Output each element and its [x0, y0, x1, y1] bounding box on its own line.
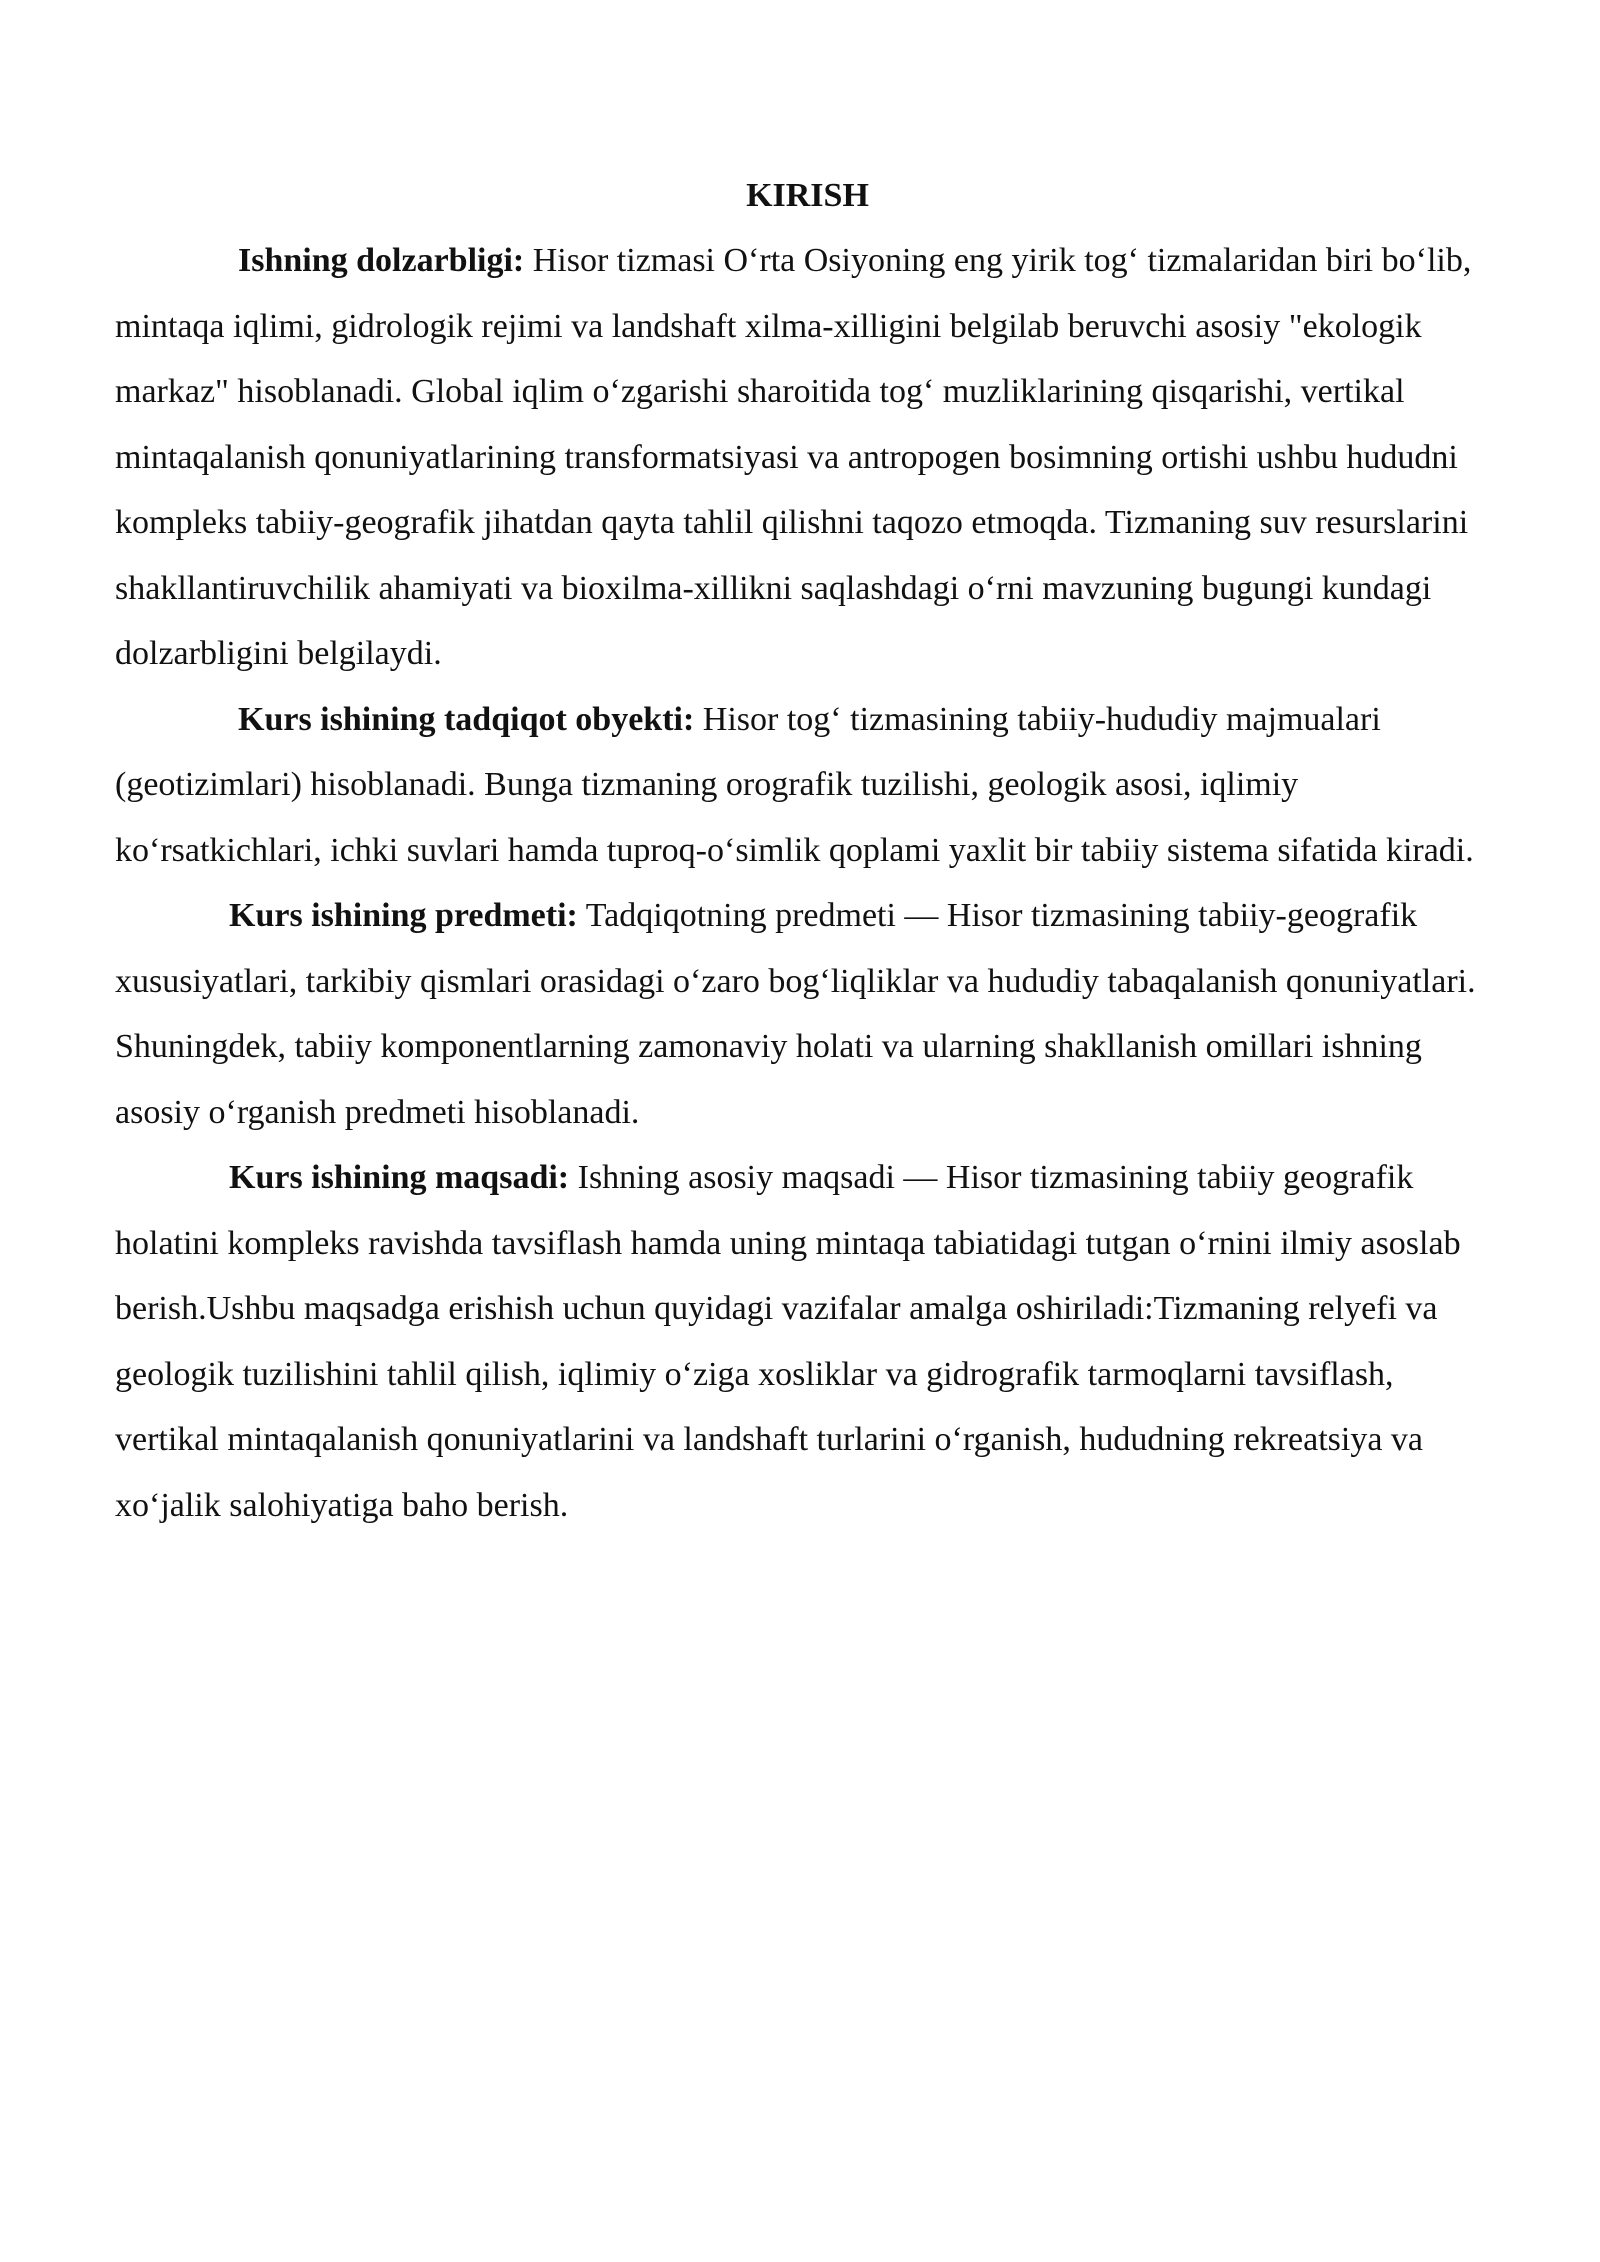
- paragraph-lead: Ishning dolzarbligi:: [238, 242, 525, 279]
- paragraph-lead: Kurs ishining predmeti:: [229, 897, 578, 934]
- paragraph-text: Hisor tizmasi O‘rta Osiyoning eng yirik tog‘ tizmalaridan biri bo‘lib, mintaqa iqlimi, gidrologik rejimi va landshaft xilma-xilligini belgilab beruvchi asosiy "ekologik markaz" hisoblanadi. Global iqlim o‘zgarishi sharoitida tog‘ muzliklarining qisqarishi, vertikal mintaqalanish qonuniyatlarining transformatsiyasi va antropogen bosimning ortishi ushbu hududni kompleks tabiiy-geografik jihatdan qayta tahlil qilishni taqozo etmoqda. Tizmaning suv resurslarini shakllantiruvchilik ahamiyati va bioxilma-xillikni saqlashdagi o‘rni mavzuning bugungi kundagi dolzarbligini belgilaydi.: [115, 242, 1472, 672]
- document-body: [115, 168, 1500, 1538]
- paragraph-relevance: [115, 228, 1500, 687]
- paragraph-text: Hisor tog‘ tizmasining tabiiy-hududiy majmualari (geotizimlari) hisoblanadi. Bunga tizmaning orografik tuzilishi, geologik asosi, iqlimiy ko‘rsatkichlari, ichki suvlari hamda tuproq-o‘simlik qoplami yaxlit bir tabiiy sistema sifatida kiradi.: [115, 700, 1474, 869]
- paragraph-text: Tadqiqotning predmeti — Hisor tizmasining tabiiy-geografik xususiyatlari, tarkibiy qismlari orasidagi o‘zaro bog‘liqliklar va hududiy tabaqalanish qonuniyatlari. Shuningdek, tabiiy komponentlarning zamonaviy holati va ularning shakllanish omillari ishning asosiy o‘rganish predmeti hisoblanadi.: [115, 897, 1476, 1131]
- page-title: KIRISH: [746, 177, 869, 214]
- paragraph-text: Ishning asosiy maqsadi — Hisor tizmasining tabiiy geografik holatini kompleks ravishda tavsiflash hamda uning mintaqa tabiatidagi tutgan o‘rnini ilmiy asoslab berish.Ushbu maqsadga erishish uchun quyidagi vazifalar amalga oshiriladi:Tizmaning relyefi va geologik tuzilishini tahlil qilish, iqlimiy o‘ziga xosliklar va gidrografik tarmoqlarni tavsiflash, vertikal mintaqalanish qonuniyatlarini va landshaft turlarini o‘rganish, hududning rekreatsiya va xo‘jalik salohiyatiga baho berish.: [115, 1159, 1461, 1524]
- paragraph-lead: Kurs ishining maqsadi:: [229, 1159, 570, 1196]
- paragraph-lead: Kurs ishining tadqiqot obyekti:: [238, 700, 695, 738]
- paragraph-subject: [115, 883, 1500, 1145]
- paragraph-object: [115, 687, 1500, 884]
- paragraph-goal: [115, 1145, 1500, 1538]
